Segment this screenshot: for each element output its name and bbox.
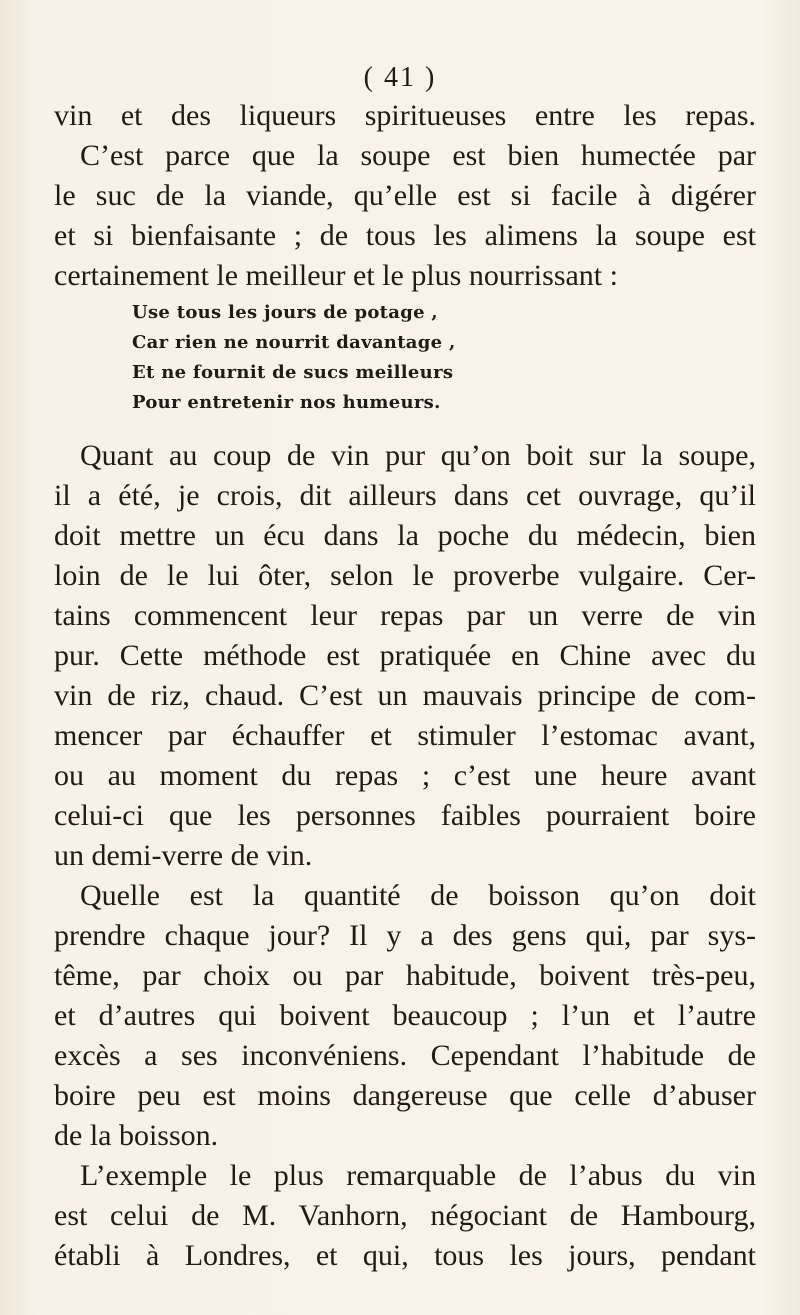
text-line: celui-ci que les personnes faibles pourraient boire [54, 799, 756, 832]
text-line: loin de le lui ôter, selon le proverbe vulgaire. Cer- [54, 559, 756, 592]
text-line: établi à Londres, et qui, tous les jours, pendant [54, 1239, 756, 1272]
text-line: Quelle est la quantité de boisson qu’on doit [80, 879, 756, 912]
text-line: de la boisson. [54, 1119, 219, 1152]
text-line: certainement le meilleur et le plus nourrissant : [54, 259, 618, 292]
text-line: il a été, je crois, dit ailleurs dans cet ouvrage, qu’il [54, 479, 756, 512]
text-line: vin et des liqueurs spiritueuses entre les repas. [54, 99, 756, 132]
text-line: prendre chaque jour? Il y a des gens qui, par sys- [54, 919, 756, 952]
text-line: mencer par échauffer et stimuler l’estomac avant, [54, 719, 756, 752]
verse-line: Car rien ne nourrit davantage , [132, 332, 456, 353]
text-line: boire peu est moins dangereuse que celle d’abuser [54, 1079, 756, 1112]
text-line: ou au moment du repas ; c’est une heure avant [54, 759, 756, 792]
text-line: Quant au coup de vin pur qu’on boit sur la soupe, [80, 439, 756, 472]
text-line: tême, par choix ou par habitude, boivent très-peu, [54, 959, 756, 992]
text-line: doit mettre un écu dans la poche du médecin, bien [54, 519, 756, 552]
text-line: le suc de la viande, qu’elle est si facile à digérer [54, 179, 756, 212]
text-line: C’est parce que la soupe est bien humectée par [80, 139, 756, 172]
text-line: et d’autres qui boivent beaucoup ; l’un et l’autre [54, 999, 756, 1032]
verse-line: Et ne fournit de sucs meilleurs [132, 362, 454, 383]
text-line: est celui de M. Vanhorn, négociant de Hambourg, [54, 1199, 756, 1232]
text-line: tains commencent leur repas par un verre de vin [54, 599, 756, 632]
verse-line: Use tous les jours de potage , [132, 302, 438, 323]
text-line: un demi-verre de vin. [54, 839, 313, 872]
text-line: excès a ses inconvéniens. Cependant l’habitude de [54, 1039, 756, 1072]
text-line: pur. Cette méthode est pratiquée en Chine avec du [54, 639, 756, 672]
text-line: et si bienfaisante ; de tous les alimens la soupe est [54, 219, 756, 252]
page-number: ( 41 ) [363, 62, 437, 93]
text-line: vin de riz, chaud. C’est un mauvais principe de com- [54, 679, 756, 712]
text-line: L’exemple le plus remarquable de l’abus du vin [80, 1159, 756, 1192]
verse-line: Pour entretenir nos humeurs. [132, 392, 441, 413]
